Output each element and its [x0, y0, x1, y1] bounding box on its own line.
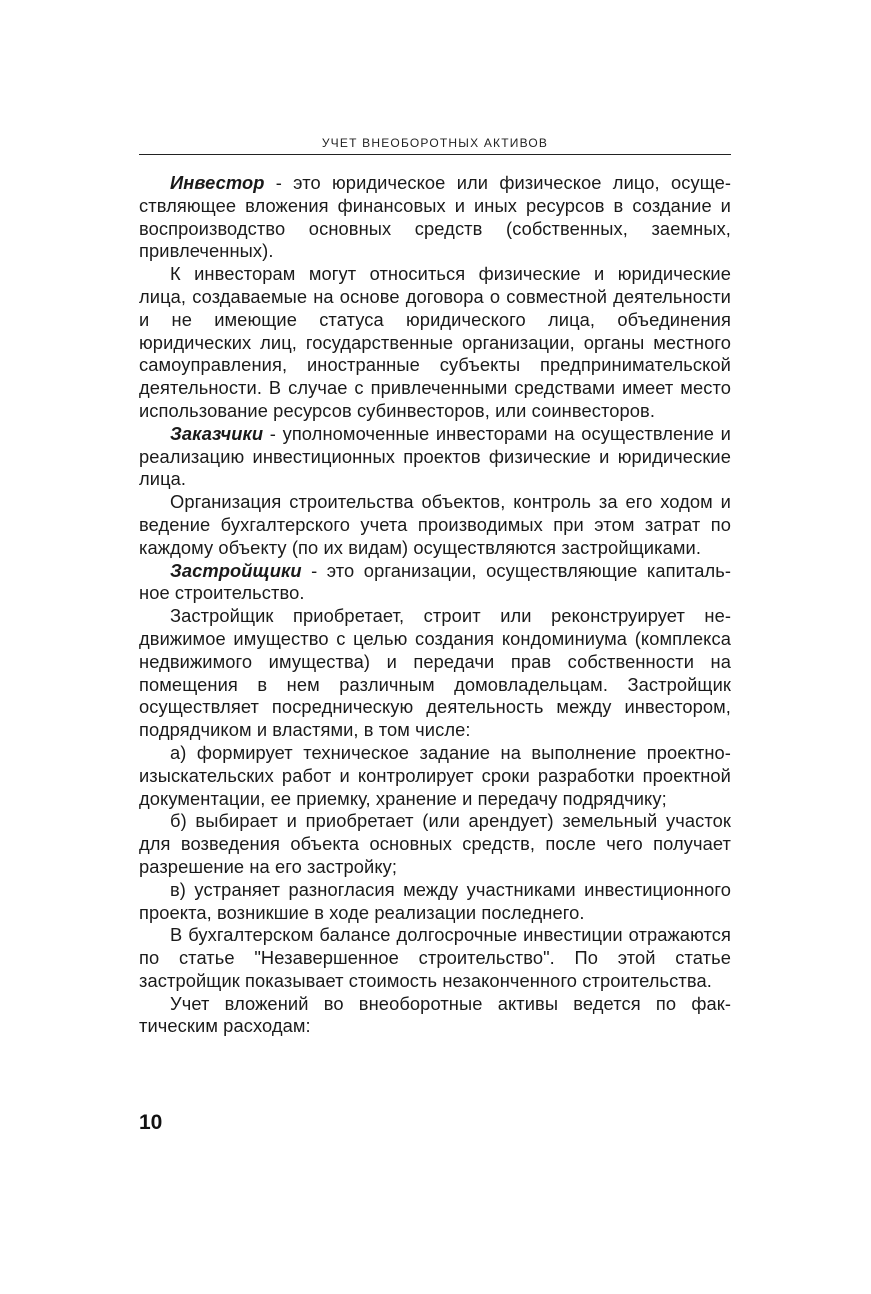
running-header: УЧЕТ ВНЕОБОРОТНЫХ АКТИВОВ	[321, 136, 549, 150]
list-item-b: б) выбирает и приобретает (или арендует) земельный участок для возведения объекта основных средств, после чего получает разрешение на его застройку;	[139, 810, 731, 877]
page-body	[139, 172, 731, 1038]
page-number: 10	[139, 1111, 163, 1134]
paragraph-text: - уполномоченные инвесторами на осуществление и реализацию инвестиционных проектов физические и юридические лица.	[139, 422, 731, 490]
paragraph-text: - это юридическое или физическое лицо, осуществляющее вложения финансовых и иных ресурсов в создание и воспроизводство основных средств (собственных, заемных, привлеченных).	[139, 172, 731, 262]
paragraph-customers	[139, 423, 731, 491]
paragraph-investors-types: К инвесторам могут относиться физические и юридические лица, создаваемые на основе договора о совместной деятельности и не имеющие статуса юридического лица, объединения юридических лиц, государственные организации, органы местного самоуправления, иностранные субъекты предпринимательской деятельности. В случае с привлеченными средствами имеет место использование ресурсов субинвесторов, или соинвесторов.	[139, 263, 731, 421]
list-item-a: а) формирует техническое задание на выполнение проектно-изыскательских работ и контролирует сроки разработки проектной документации, ее приемку, хранение и передачу подрядчику;	[139, 741, 731, 809]
paragraph-balance-sheet: В бухгалтерском балансе долгосрочные инвестиции отражаются по статье "Незавершенное строительство". По этой статье застройщик показывает стоимость незаконченного строительства.	[139, 924, 731, 991]
header-divider	[139, 154, 731, 155]
paragraph-developers	[139, 560, 731, 606]
paragraph-investor	[139, 172, 731, 263]
paragraph-text: - это организации, осуществляющие капитальное строительство.	[139, 559, 731, 604]
paragraph-construction-organization: Организация строительства объектов, контроль за его ходом и ведение бухгалтерского учета производимых при этом затрат по каждому объекту (по их видам) осуществляются застройщиками.	[139, 491, 731, 558]
paragraph-developer-role: Застройщик приобретает, строит или реконструирует недвижимое имущество с целью создания кондоминиума (комплекса недвижимого имущества) и передачи прав собственности на помещения в нем различным домовладельцам. Застройщик осуществляет посредническую деятельность между инвестором, подрядчиком и властями, в том числе:	[139, 605, 731, 741]
term-customers: Заказчики	[170, 422, 264, 444]
term-developers: Застройщики	[170, 559, 302, 581]
list-item-c: в) устраняет разногласия между участниками инвестиционного проекта, возникшие в ходе реализации последнего.	[139, 878, 731, 923]
term-investor: Инвестор	[170, 172, 265, 193]
paragraph-accounting: Учет вложений во внеоборотные активы ведется по фактическим расходам:	[139, 992, 731, 1037]
